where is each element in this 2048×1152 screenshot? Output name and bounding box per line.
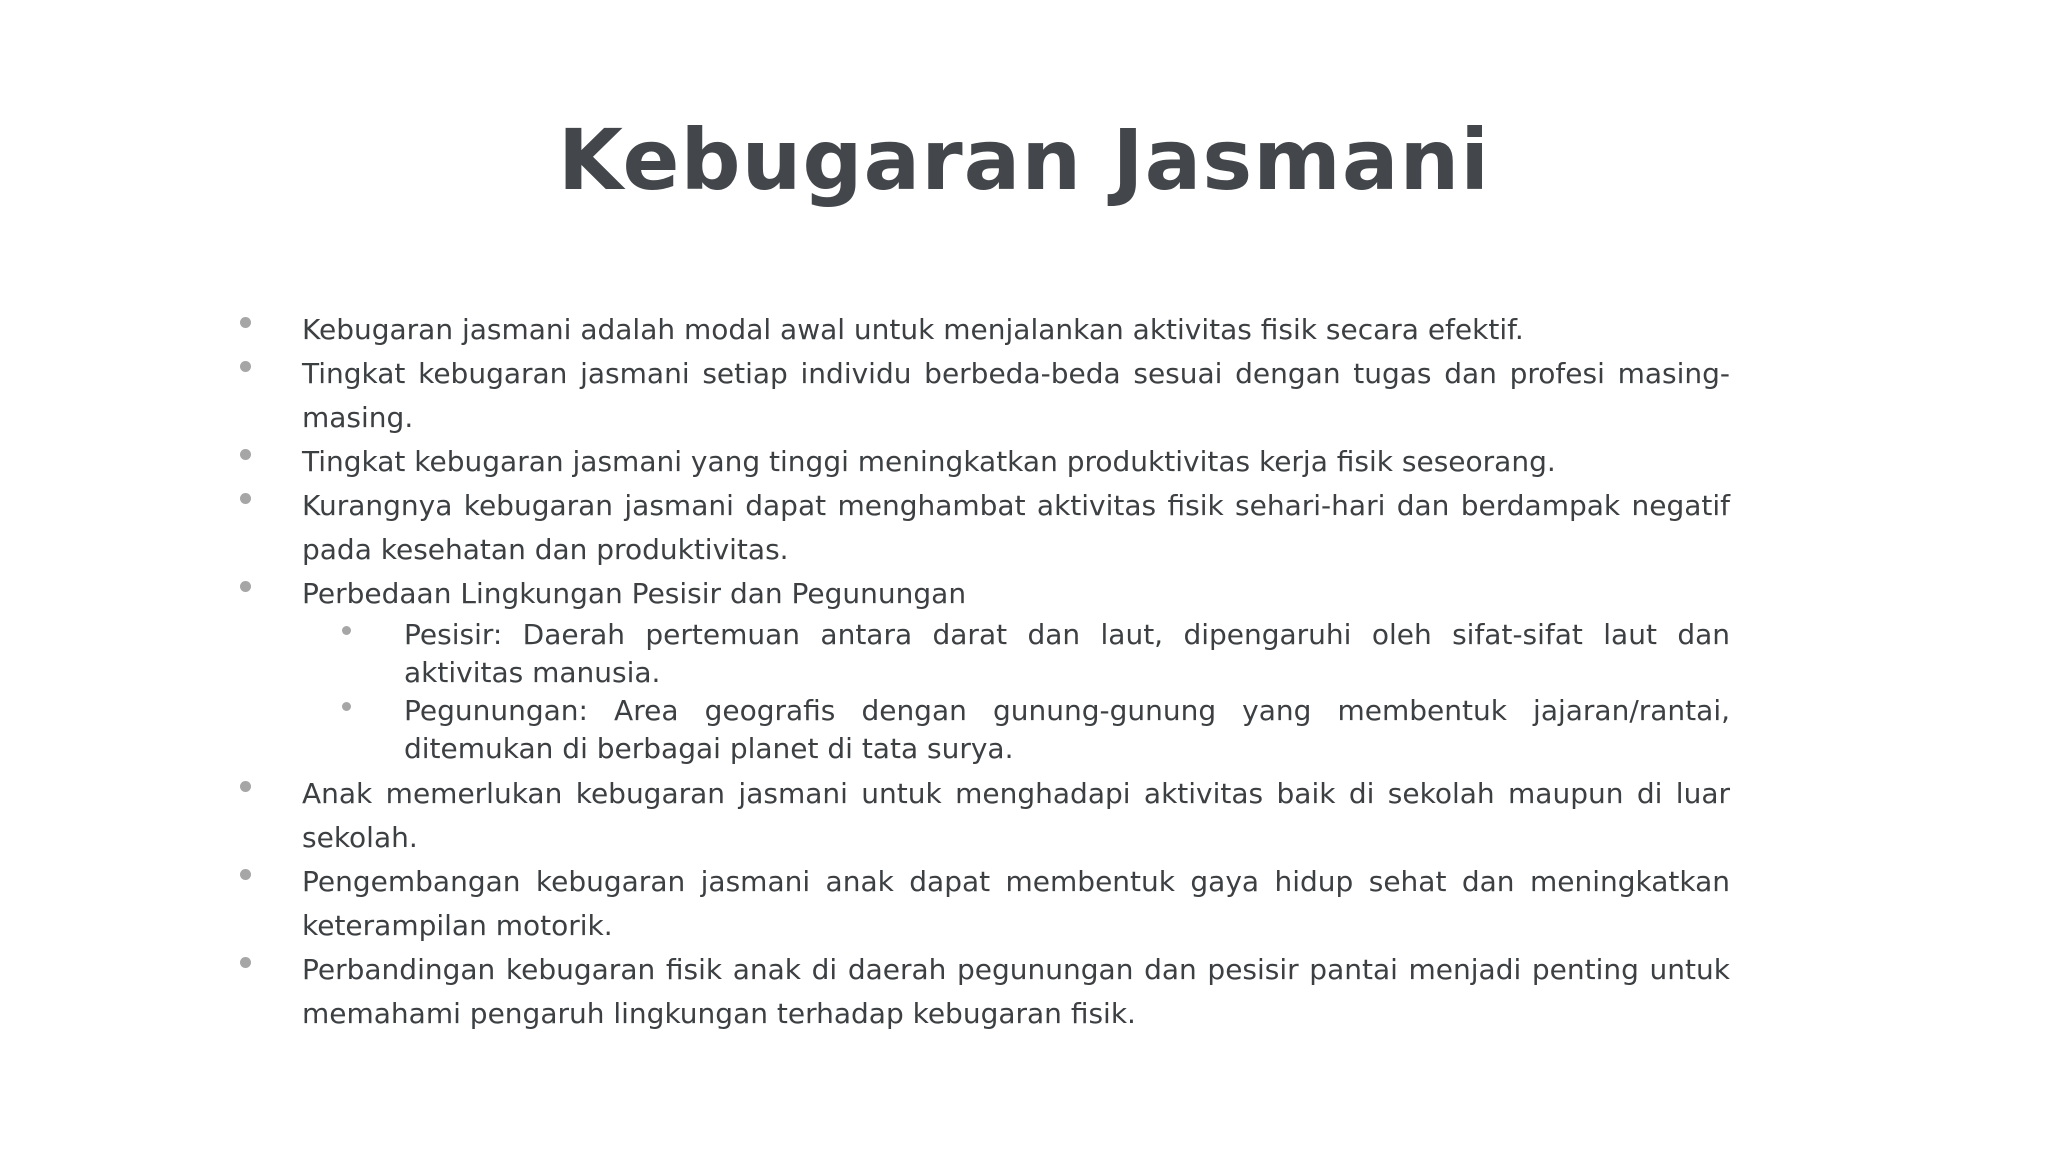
bullet-text: Tingkat kebugaran jasmani yang tinggi meningkatkan produktivitas kerja fisik seseorang. — [302, 445, 1556, 478]
bullet-dot-icon — [240, 449, 251, 460]
bullet-text: Perbedaan Lingkungan Pesisir dan Pegunungan — [302, 577, 967, 610]
sub-bullet-text: Pesisir: Daerah pertemuan antara darat dan laut, dipengaruhi oleh sifat-sifat laut dan aktivitas manusia. — [404, 618, 1730, 689]
list-item — [230, 948, 1730, 1036]
list-item — [230, 572, 1730, 768]
bullet-text: Pengembangan kebugaran jasmani anak dapat membentuk gaya hidup sehat dan meningkatkan keterampilan motorik. — [302, 865, 1730, 942]
bullet-dot-icon — [240, 957, 251, 968]
list-item — [230, 860, 1730, 948]
sub-bullet-dot-icon — [342, 626, 351, 635]
bullet-text: Kebugaran jasmani adalah modal awal untuk menjalankan aktivitas fisik secara efektif. — [302, 313, 1524, 346]
bullet-dot-icon — [240, 317, 251, 328]
sub-bullet-text: Pegunungan: Area geografis dengan gunung-gunung yang membentuk jajaran/rantai, ditemukan di berbagai planet di tata surya. — [404, 694, 1730, 765]
slide-content — [230, 308, 1730, 1036]
sub-list-item — [230, 616, 1730, 692]
bullet-text: Tingkat kebugaran jasmani setiap individu berbeda-beda sesuai dengan tugas dan profesi masing-masing. — [302, 357, 1730, 434]
bullet-dot-icon — [240, 869, 251, 880]
list-item — [230, 352, 1730, 440]
list-item — [230, 772, 1730, 860]
list-item — [230, 440, 1730, 484]
bullet-text: Kurangnya kebugaran jasmani dapat menghambat aktivitas fisik sehari-hari dan berdampak negatif pada kesehatan dan produktivitas. — [302, 489, 1730, 566]
list-item — [230, 308, 1730, 352]
bullet-text: Perbandingan kebugaran fisik anak di daerah pegunungan dan pesisir pantai menjadi penting untuk memahami pengaruh lingkungan terhadap kebugaran fisik. — [302, 953, 1730, 1030]
bullet-dot-icon — [240, 581, 251, 592]
list-item — [230, 484, 1730, 572]
sub-bullet-dot-icon — [342, 702, 351, 711]
bullet-list — [230, 308, 1730, 1036]
bullet-text: Anak memerlukan kebugaran jasmani untuk menghadapi aktivitas baik di sekolah maupun di luar sekolah. — [302, 777, 1730, 854]
bullet-dot-icon — [240, 493, 251, 504]
sub-bullet-list — [302, 616, 1730, 768]
bullet-dot-icon — [240, 361, 251, 372]
slide-title: Kebugaran Jasmani — [557, 111, 1491, 209]
bullet-dot-icon — [240, 781, 251, 792]
sub-list-item — [230, 692, 1730, 768]
